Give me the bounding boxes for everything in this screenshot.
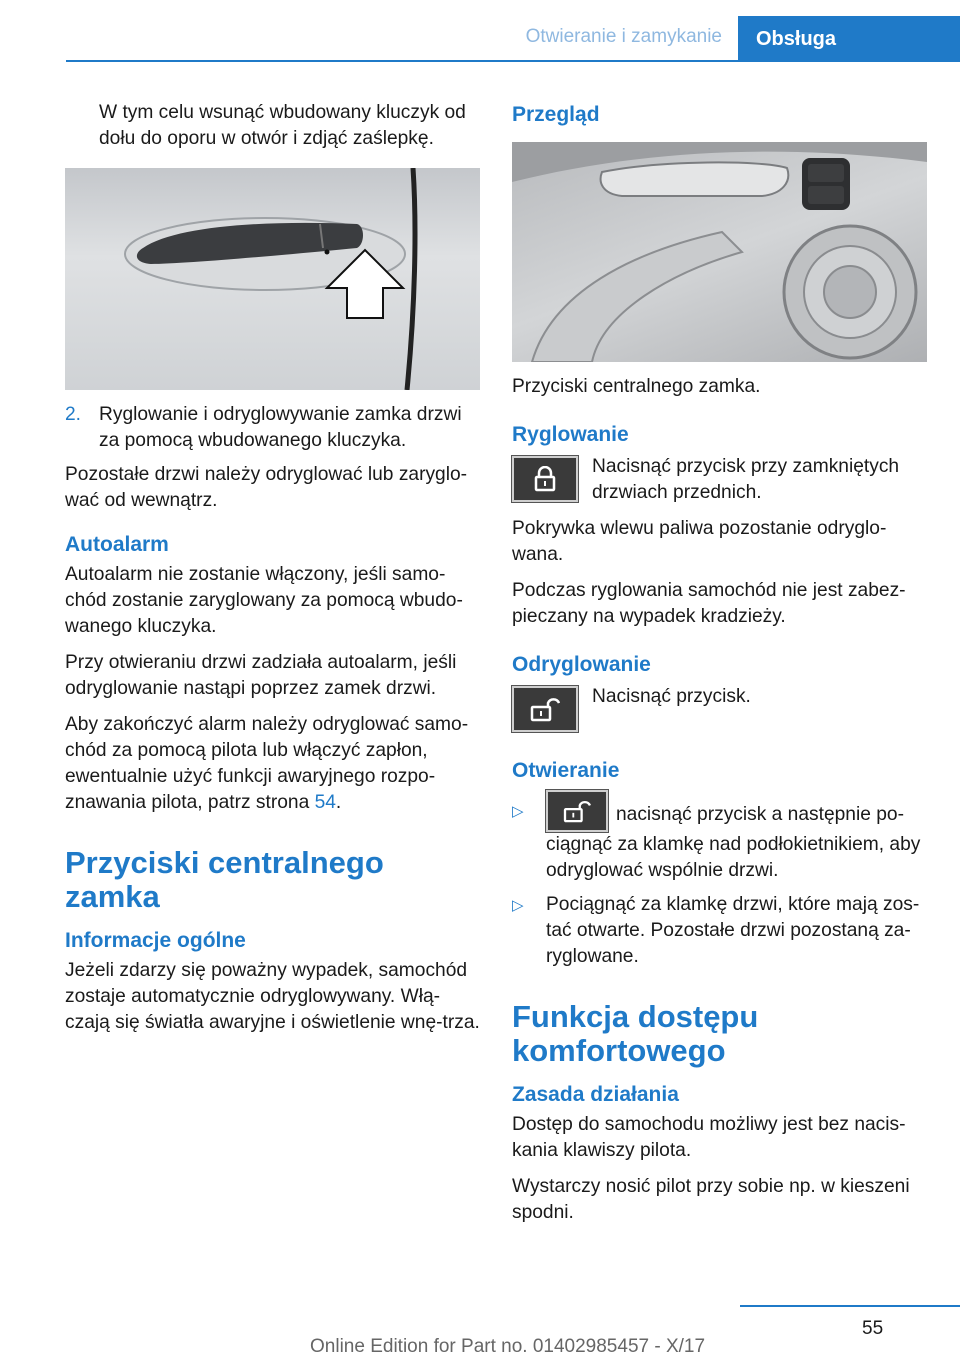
autoalarm-paragraph-1: Autoalarm nie zostanie włączony, jeśli samo-chód zostanie zaryglowany za pomocą wbudo-wanego kluczyka.: [65, 564, 463, 637]
general-info-paragraph: Jeżeli zdarzy się poważny wypadek, samochód zostaje automatycznie odryglowywany. Włą-czają się światła awaryjne i oświetlenie wnę-trza.: [65, 960, 480, 1033]
central-lock-section-heading: Przyciski centralnego zamka: [65, 845, 384, 914]
opening-bullet-2: [512, 892, 927, 970]
autoalarm-paragraph-2: Przy otwieraniu drzwi zadziała autoalarm, jeśli odryglowanie nastąpi poprzez zamek drzwi.: [65, 652, 457, 699]
principle-paragraph-1: Dostęp do samochodu możliwy jest bez nacis-kania klawiszy pilota.: [512, 1114, 906, 1161]
fuel-flap-paragraph: Pokrywka wlewu paliwa pozostanie odryglo-wana.: [512, 518, 887, 565]
header-chapter-label: Obsługa: [756, 27, 837, 50]
right-column: [512, 100, 927, 1236]
opening-bullet-1-text: [546, 798, 927, 884]
unlock-text: Nacisnąć przycisk.: [592, 686, 751, 707]
theft-paragraph: Podczas ryglowania samochód nie jest zabez-pieczany na wypadek kradzieży.: [512, 580, 906, 627]
door-panel-illustration: [512, 142, 927, 362]
autoalarm-heading: Autoalarm: [65, 533, 169, 556]
step-number: 2.: [65, 404, 82, 425]
lock-button-icon: [512, 456, 578, 502]
lock-text: Nacisnąć przycisk przy zamkniętych drzwiach przednich.: [592, 456, 900, 503]
general-info-heading: Informacje ogólne: [65, 929, 246, 952]
unlock-button-icon: [512, 686, 578, 732]
header-chapter-tab: [738, 16, 960, 62]
opening-bullet-2-text: Pociągnąć za klamkę drzwi, które mają zos-tać otwarte. Pozostałe drzwi pozostaną za-ryglowane.: [546, 894, 920, 967]
opening-bullet-1-label: nacisnąć przycisk a następnie po-ciągnąć za klamkę nad podłokietnikiem, aby odryglować wspólnie drzwi.: [546, 804, 921, 881]
comfort-access-heading: Funkcja dostępu komfortowego: [512, 999, 759, 1068]
principle-paragraph-2: Wystarczy nosić pilot przy sobie np. w kieszeni spodni.: [512, 1176, 910, 1223]
door-handle-illustration: [65, 168, 480, 390]
other-doors-paragraph: Pozostałe drzwi należy odryglować lub zaryglo-wać od wewnątrz.: [65, 464, 468, 511]
step-2: [65, 402, 480, 454]
page-number: 55: [862, 1318, 884, 1339]
autoalarm-paragraph-3: [65, 712, 480, 816]
door-panel-photo: [512, 142, 927, 362]
autoalarm-p3-text: Aby zakończyć alarm należy odryglować samo-chód za pomocą pilota lub włączyć zapłon, ewentualnie użyć funkcji awaryjnego rozpo-znawania pilota, patrz strona: [65, 714, 469, 813]
header-rule: [66, 60, 960, 62]
edition-footer: Online Edition for Part no. 01402985457 - X/17: [310, 1336, 706, 1357]
overview-heading: Przegląd: [512, 103, 600, 126]
bullet-triangle-icon: ▷: [512, 803, 524, 820]
autoalarm-p3-end: .: [335, 792, 342, 813]
page-link[interactable]: 54: [314, 792, 336, 813]
left-column: [65, 100, 480, 1046]
door-handle-photo: [65, 168, 480, 390]
intro-paragraph: W tym celu wsunąć wbudowany kluczyk od dołu do oporu w otwór i zdjąć zaślepkę.: [99, 102, 466, 149]
principle-heading: Zasada działania: [512, 1083, 679, 1106]
unlocking-heading: Odryglowanie: [512, 653, 651, 676]
bullet-triangle-icon: ▷: [512, 897, 524, 914]
unlock-inline-icon: [546, 790, 608, 832]
unlock-row: [512, 684, 927, 732]
header-section-title: Otwieranie i zamykanie: [525, 26, 722, 47]
step-text: Ryglowanie i odryglowywanie zamka drzwi za pomocą wbudowanego kluczyka.: [99, 404, 462, 451]
photo-caption: Przyciski centralnego zamka.: [512, 376, 761, 397]
opening-bullet-1: [512, 798, 927, 884]
locking-heading: Ryglowanie: [512, 423, 629, 446]
opening-heading: Otwieranie: [512, 759, 620, 782]
lock-row: [512, 454, 927, 506]
footer-rule: [740, 1305, 960, 1307]
